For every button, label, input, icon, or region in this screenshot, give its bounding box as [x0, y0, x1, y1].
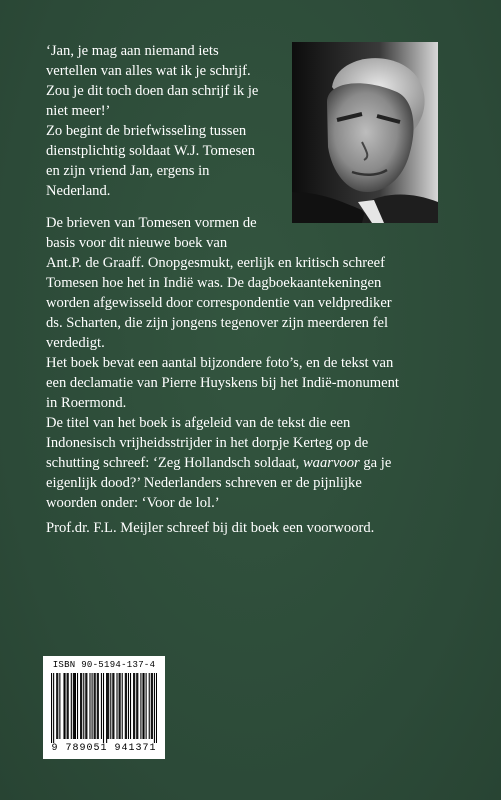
italic-word: waarvoor — [302, 455, 360, 471]
barcode-bar — [98, 673, 99, 739]
barcode-bar — [125, 673, 126, 739]
barcode-bar — [75, 673, 76, 739]
barcode-bar — [133, 673, 134, 739]
barcode-bar — [89, 673, 90, 739]
barcode-bar — [112, 673, 113, 739]
barcode-bar — [65, 673, 66, 739]
body-line: Tomesen hoe het in Indië was. De dagboekaantekeningen — [46, 275, 382, 291]
barcode-bar — [149, 673, 150, 739]
body-line: verdedigt. — [46, 335, 105, 351]
body-line: De titel van het boek is afgeleid van de tekst die een — [46, 415, 351, 431]
intro-line: vertellen van alles wat ik je schrijf. — [46, 63, 251, 79]
barcode-bar — [73, 673, 74, 739]
barcode-bar — [97, 673, 98, 739]
barcode-bar — [101, 673, 102, 739]
barcode-bar — [103, 673, 104, 743]
barcode-bar — [51, 673, 52, 743]
barcode-bar — [85, 673, 86, 739]
barcode-bar — [120, 673, 121, 739]
body-text-span: schutting schreef: ‘Zeg Hollandsch soldaat, — [46, 455, 303, 471]
barcode-bar — [86, 673, 87, 739]
portrait-illustration — [292, 42, 438, 223]
barcode-bar — [137, 673, 138, 739]
body-line: een declamatie van Pierre Huyskens bij het Indië-monument — [46, 375, 399, 391]
barcode-bar — [63, 673, 64, 739]
barcode-bar — [81, 673, 82, 739]
body-line: Indonesisch vrijheidsstrijder in het dorpje Kerteg op de — [46, 435, 369, 451]
barcode-bar — [136, 673, 137, 739]
body-line: De brieven van Tomesen vormen de — [46, 215, 257, 231]
body-line: eigenlijk dood?’ Nederlanders schreven er de pijnlijke — [46, 475, 362, 491]
barcode-bar — [110, 673, 111, 739]
barcode-bar — [71, 673, 72, 739]
intro-quote — [46, 41, 294, 201]
body-line — [46, 453, 456, 473]
barcode-bar — [74, 673, 75, 739]
body-line: Het boek bevat een aantal bijzondere foto’s, en de tekst van — [46, 355, 394, 371]
isbn-label: ISBN 90-5194-137-4 — [52, 660, 156, 670]
intro-line: Zou je dit toch doen dan schrijf ik je — [46, 83, 259, 99]
barcode-bar — [152, 673, 153, 739]
barcode-bar — [95, 673, 96, 739]
barcode-bar — [119, 673, 120, 739]
barcode-bar — [151, 673, 152, 739]
barcode-bar — [106, 673, 107, 743]
barcode-bars — [51, 673, 157, 743]
barcode-bar — [59, 673, 60, 739]
isbn-barcode — [43, 656, 165, 759]
ean-digits: 9 789051 941371 — [51, 743, 157, 754]
barcode-bar — [92, 673, 93, 739]
barcode-bar — [130, 673, 131, 739]
intro-line: ‘Jan, je mag aan niemand iets — [46, 43, 219, 59]
barcode-bar — [142, 673, 143, 739]
barcode-bar — [113, 673, 114, 739]
barcode-bar — [77, 673, 78, 739]
barcode-bar — [128, 673, 129, 739]
barcode-bar — [143, 673, 144, 739]
barcode-bar — [94, 673, 95, 739]
intro-line: dienstplichtig soldaat W.J. Tomesen — [46, 143, 256, 159]
barcode-bar — [126, 673, 127, 739]
barcode-bar — [83, 673, 84, 739]
intro-line: Zo begint de briefwisseling tussen — [46, 123, 247, 139]
barcode-bar — [154, 673, 155, 743]
body-line: in Roermond. — [46, 395, 127, 411]
barcode-bar — [68, 673, 69, 739]
intro-line: Nederland. — [46, 183, 111, 199]
barcode-bar — [122, 673, 123, 739]
author-portrait-photo — [292, 42, 438, 223]
barcode-bar — [134, 673, 135, 739]
body-line: Ant.P. de Graaff. Onopgesmukt, eerlijk en kritisch schreef — [46, 255, 385, 271]
body-text-span: ga je — [359, 455, 392, 471]
body-line: ds. Scharten, die zijn jongens tegenover zijn meerderen fel — [46, 315, 389, 331]
body-line: basis voor dit nieuwe boek van — [46, 235, 228, 251]
barcode-bar — [108, 673, 109, 739]
body-line: woorden onder: ‘Voor de lol.’ — [46, 495, 220, 511]
body-line: worden afgewisseld door correspondentie van veldprediker — [46, 295, 392, 311]
barcode-bar — [116, 673, 117, 739]
barcode-bar — [107, 673, 108, 739]
barcode-bar — [146, 673, 147, 739]
barcode-bar — [140, 673, 141, 739]
foreword-note: Prof.dr. F.L. Meijler schreef bij dit boek een voorwoord. — [46, 520, 375, 536]
barcode-bar — [57, 673, 58, 739]
intro-line: en zijn vriend Jan, ergens in — [46, 163, 210, 179]
barcode-bar — [156, 673, 157, 743]
barcode-bar — [53, 673, 54, 743]
description-text — [46, 213, 456, 513]
barcode-bar — [80, 673, 81, 739]
intro-line: niet meer!’ — [46, 103, 111, 119]
barcode-bar — [67, 673, 68, 739]
barcode-bar — [56, 673, 57, 739]
